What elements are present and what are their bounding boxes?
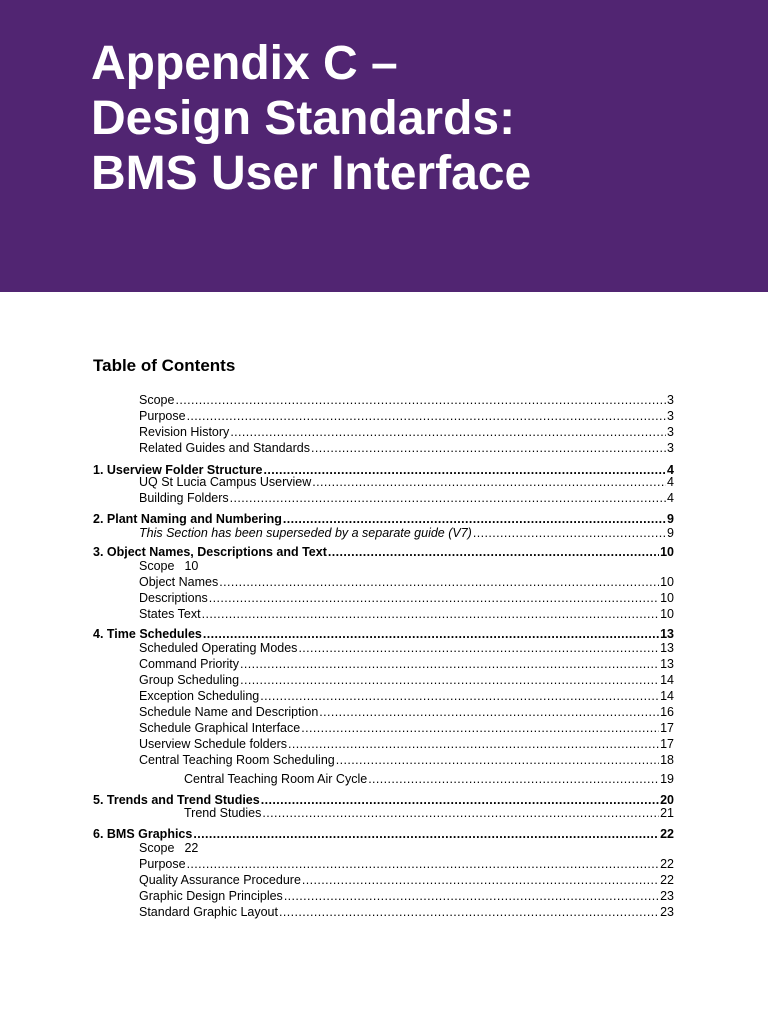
toc-dot-leader — [288, 736, 659, 750]
toc-dot-leader — [219, 574, 659, 588]
toc-entry-title: Scheduled Operating Modes — [139, 641, 298, 655]
toc-page-number: 18 — [660, 753, 674, 767]
toc-page-number: 13 — [660, 657, 674, 671]
toc-page-number: 23 — [660, 905, 674, 919]
toc-dot-leader — [368, 771, 659, 785]
toc-dot-leader — [240, 672, 659, 686]
toc-subsection-entry[interactable] — [139, 720, 674, 736]
toc-dot-leader — [284, 888, 659, 902]
toc-entry-title: Related Guides and Standards — [139, 441, 310, 455]
toc-entry-title: Scope — [139, 559, 175, 573]
toc-subsection-entry[interactable] — [139, 424, 674, 440]
title-line-1: Appendix C – — [91, 37, 398, 90]
toc-entry-title: Object Names — [139, 575, 219, 589]
toc-dot-leader — [261, 792, 659, 806]
toc-page-number: 9 — [667, 526, 674, 540]
toc-subsection-entry[interactable] — [139, 752, 674, 768]
toc-dot-leader — [473, 525, 666, 539]
toc-entry-title: Group Scheduling — [139, 673, 240, 687]
toc-subsection-entry[interactable] — [139, 525, 674, 541]
toc-entry-title: 5. Trends and Trend Studies — [93, 793, 260, 807]
toc-entry-title: Schedule Graphical Interface — [139, 721, 301, 735]
toc-entry-title: Exception Scheduling — [139, 689, 260, 703]
toc-dot-leader — [260, 688, 659, 702]
toc-page-number: 10 — [184, 559, 199, 573]
toc-page-number: 13 — [660, 641, 674, 655]
toc-dot-leader — [319, 704, 659, 718]
toc-page-number: 3 — [667, 409, 674, 423]
toc-dot-leader — [262, 805, 659, 819]
title-line-3: BMS User Interface — [91, 147, 532, 200]
toc-heading: Table of Contents — [93, 356, 236, 375]
toc-page-number: 22 — [660, 827, 674, 841]
toc-subsection-entry[interactable] — [139, 474, 674, 490]
toc-dot-leader — [312, 474, 666, 488]
toc-subsection-entry[interactable] — [139, 872, 674, 888]
toc-subsection-entry[interactable] — [139, 704, 674, 720]
toc-entry-title: Descriptions — [139, 591, 208, 605]
title-banner — [0, 0, 768, 292]
toc-entry-title: Revision History — [139, 425, 230, 439]
toc-subsection-entry[interactable] — [139, 840, 674, 856]
toc-dot-leader — [298, 640, 659, 654]
toc-page-number: 10 — [660, 545, 674, 559]
toc-entry-title: Scope — [139, 841, 175, 855]
toc-entry-title: This Section has been superseded by a separate guide (V7) — [139, 526, 472, 540]
toc-page-number: 4 — [667, 475, 674, 489]
toc-dot-leader — [311, 440, 666, 454]
toc-dot-leader — [230, 490, 666, 504]
toc-entry-title: States Text — [139, 607, 201, 621]
toc-entry-title: Schedule Name and Description — [139, 705, 319, 719]
toc-dot-leader — [240, 656, 659, 670]
toc-entry-title: Scope — [139, 393, 175, 407]
toc-entry-title: Userview Schedule folders — [139, 737, 287, 751]
toc-entry-title: Trend Studies — [184, 806, 262, 820]
toc-dot-leader — [230, 424, 666, 438]
toc-page-number: 17 — [660, 721, 674, 735]
toc-page-number: 19 — [660, 772, 674, 786]
toc-entry-title: 6. BMS Graphics — [93, 827, 193, 841]
toc-page-number: 17 — [660, 737, 674, 751]
toc-dot-leader — [279, 904, 659, 918]
toc-entry-title: Central Teaching Room Scheduling — [139, 753, 335, 767]
toc-page-number: 10 — [660, 607, 674, 621]
toc-subsection-entry[interactable] — [139, 736, 674, 752]
toc-entry-title: Purpose — [139, 857, 186, 871]
toc-entry-title: Building Folders — [139, 491, 229, 505]
toc-dot-leader — [283, 511, 666, 525]
toc-dot-leader — [302, 872, 659, 886]
toc-entry-title: Quality Assurance Procedure — [139, 873, 301, 887]
toc-entry-title: Central Teaching Room Air Cycle — [184, 772, 368, 786]
toc-dot-leader — [301, 720, 659, 734]
toc-dot-leader — [328, 544, 659, 558]
toc-dot-leader — [209, 590, 659, 604]
toc-entry-title: 1. Userview Folder Structure — [93, 463, 263, 477]
toc-entry-title: 2. Plant Naming and Numbering — [93, 512, 282, 526]
toc-subsection-entry[interactable] — [139, 904, 674, 920]
toc-page-number: 22 — [184, 841, 199, 855]
toc-subsection-entry[interactable] — [139, 606, 674, 622]
toc-subsection-entry[interactable] — [184, 805, 674, 821]
toc-entry-title: 3. Object Names, Descriptions and Text — [93, 545, 327, 559]
toc-page-number: 14 — [660, 673, 674, 687]
toc-page-number: 3 — [667, 441, 674, 455]
toc-page-number: 16 — [660, 705, 674, 719]
toc-page-number: 20 — [660, 793, 674, 807]
toc-subsection-entry[interactable] — [139, 440, 674, 456]
toc-entry-title: 4. Time Schedules — [93, 627, 202, 641]
toc-subsection-entry[interactable] — [139, 558, 674, 574]
toc-page-number: 3 — [667, 425, 674, 439]
toc-subsection-entry[interactable] — [139, 590, 674, 606]
toc-subsection-entry[interactable] — [139, 574, 674, 590]
toc-page-number: 13 — [660, 627, 674, 641]
toc-page-number: 14 — [660, 689, 674, 703]
page-title — [91, 36, 531, 201]
toc-page-number: 21 — [660, 806, 674, 820]
toc-entry-title: Standard Graphic Layout — [139, 905, 278, 919]
toc-subsection-entry[interactable] — [184, 771, 674, 787]
toc-subsection-entry[interactable] — [139, 408, 674, 424]
toc-page-number: 3 — [667, 393, 674, 407]
toc-subsection-entry[interactable] — [139, 888, 674, 904]
toc-dot-leader — [187, 856, 660, 870]
toc-dot-leader — [202, 606, 659, 620]
toc-subsection-entry[interactable] — [139, 392, 674, 408]
toc-subsection-entry[interactable] — [139, 672, 674, 688]
title-line-2: Design Standards: — [91, 92, 516, 145]
toc-subsection-entry[interactable] — [139, 688, 674, 704]
toc-entry-title: Purpose — [139, 409, 186, 423]
toc-dot-leader — [203, 626, 659, 640]
toc-page-number: 4 — [667, 463, 674, 477]
toc-dot-leader — [175, 392, 666, 406]
toc-subsection-entry[interactable] — [139, 856, 674, 872]
toc-subsection-entry[interactable] — [139, 640, 674, 656]
toc-entry-title: Command Priority — [139, 657, 240, 671]
toc-page-number: 10 — [660, 591, 674, 605]
toc-subsection-entry[interactable] — [139, 656, 674, 672]
toc-subsection-entry[interactable] — [139, 490, 674, 506]
toc-page-number: 22 — [660, 857, 674, 871]
toc-dot-leader — [336, 752, 659, 766]
toc-page-number: 9 — [667, 512, 674, 526]
toc-page-number: 23 — [660, 889, 674, 903]
toc-page-number: 4 — [667, 491, 674, 505]
toc-page-number: 10 — [660, 575, 674, 589]
toc-page-number: 22 — [660, 873, 674, 887]
toc-entry-title: UQ St Lucia Campus Userview — [139, 475, 312, 489]
toc-dot-leader — [187, 408, 666, 422]
toc-dot-leader — [193, 826, 659, 840]
toc-entry-title: Graphic Design Principles — [139, 889, 283, 903]
